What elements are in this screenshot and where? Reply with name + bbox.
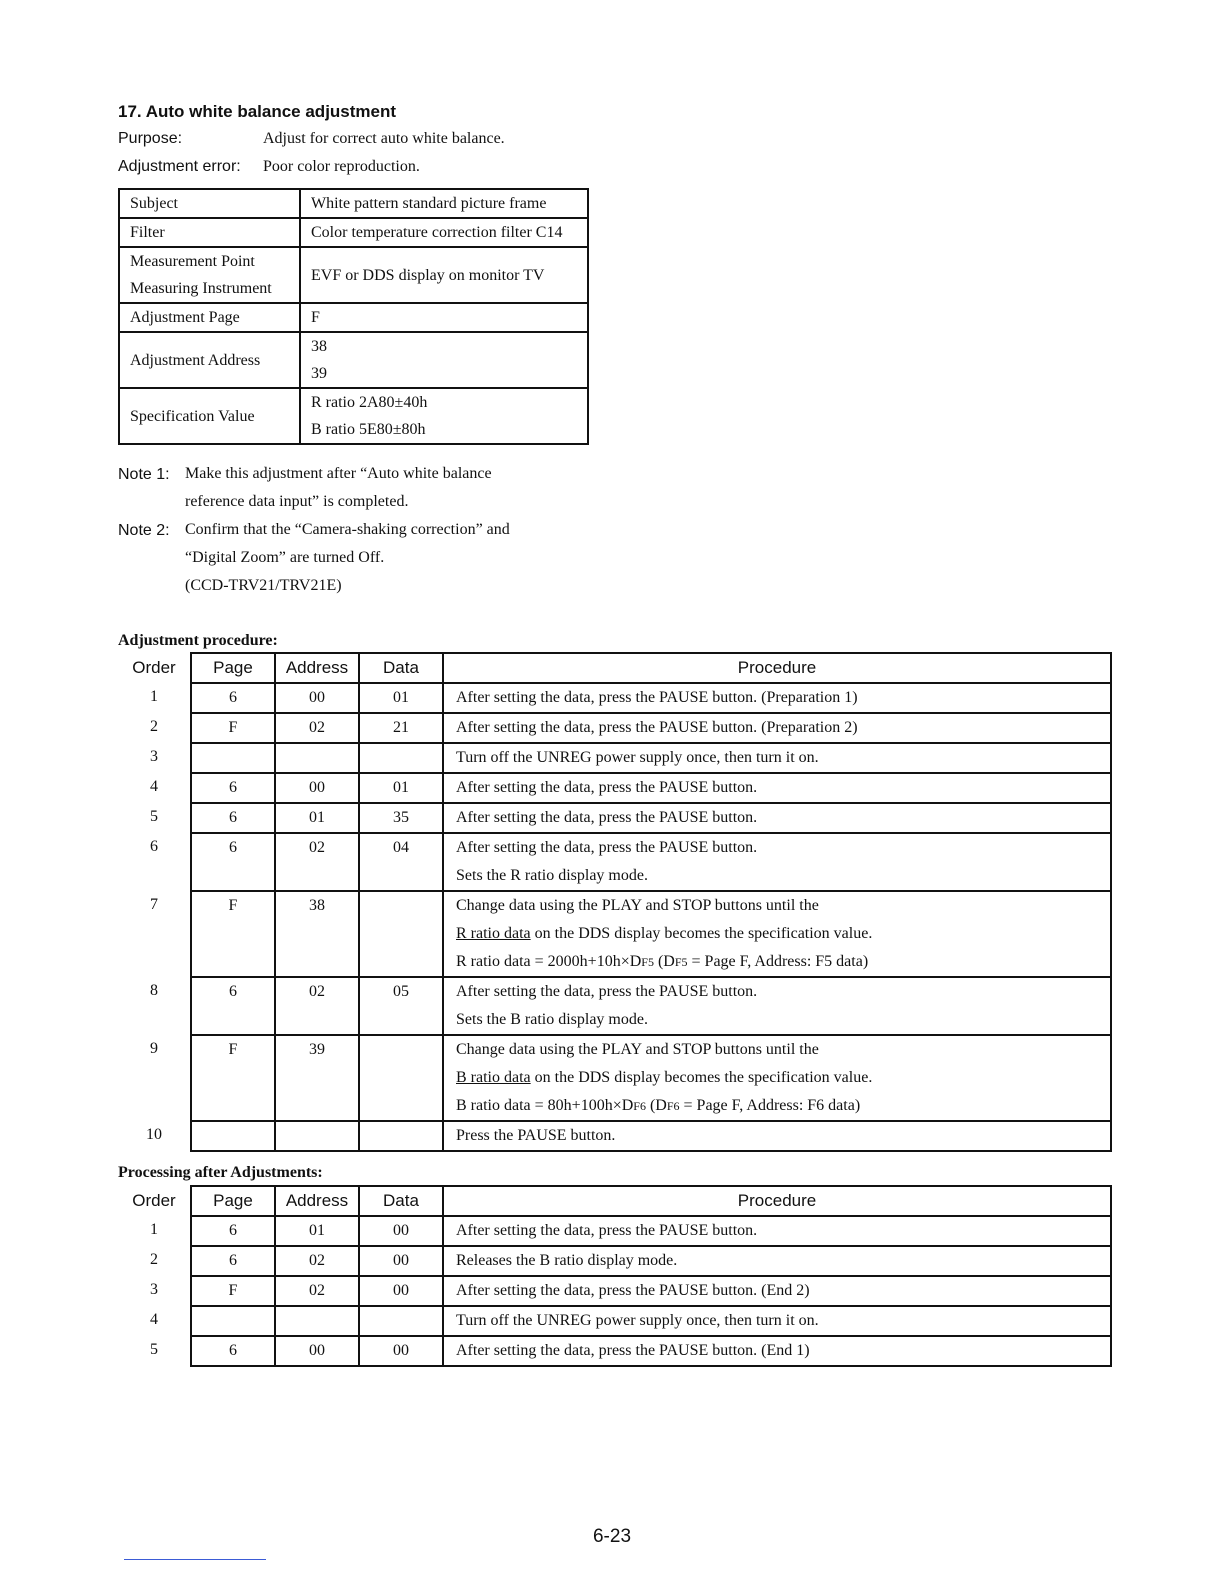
data-cell: 21 <box>393 719 409 736</box>
address-cell: 02 <box>309 839 325 856</box>
page-cell: 6 <box>229 779 237 796</box>
procedure-title: Adjustment procedure: <box>118 632 278 649</box>
spec-row-specification <box>119 388 588 444</box>
formula-subscript: F6 <box>633 1099 646 1113</box>
table-row <box>118 713 1111 743</box>
adjustment-error-label: Adjustment error: <box>118 158 241 175</box>
data-cell <box>360 1036 442 1064</box>
order-cell: 4 <box>150 1311 158 1328</box>
data-cell: 00 <box>393 1222 409 1239</box>
adjustment-page-value: F <box>311 309 320 326</box>
data-cell: 00 <box>393 1252 409 1269</box>
procedure-cell: Change data using the PLAY and STOP buttons until the <box>456 1041 819 1058</box>
adjustment-error-value: Poor color reproduction. <box>263 158 420 175</box>
page-cell: 6 <box>229 839 237 856</box>
formula-text: (D <box>645 1097 667 1114</box>
order-cell: 2 <box>150 718 158 735</box>
note-1-line: Make this adjustment after “Auto white balance <box>185 465 492 482</box>
table-row <box>118 833 1111 891</box>
page-cell: 6 <box>229 689 237 706</box>
page-cell <box>192 1122 274 1150</box>
data-cell: 05 <box>393 983 409 1000</box>
purpose-value: Adjust for correct auto white balance. <box>263 130 505 147</box>
order-cell: 1 <box>150 688 158 705</box>
table-row <box>118 773 1111 803</box>
address-cell <box>276 744 358 772</box>
address-cell: 02 <box>309 1252 325 1269</box>
formula-text: (D <box>653 953 675 970</box>
order-cell: 4 <box>150 778 158 795</box>
note-2-line: Confirm that the “Camera-shaking correction” and <box>185 521 510 538</box>
page-cell: F <box>228 897 238 914</box>
spec-row-measurement <box>119 247 588 303</box>
table-row <box>118 803 1111 833</box>
filter-value: Color temperature correction filter C14 <box>311 224 563 241</box>
data-cell: 00 <box>393 1282 409 1299</box>
procedure-cell: Turn off the UNREG power supply once, then turn it on. <box>456 749 819 766</box>
header-address: Address <box>275 653 359 683</box>
procedure-cell: After setting the data, press the PAUSE button. <box>456 839 758 856</box>
specification-label: Specification Value <box>130 407 255 425</box>
data-cell: 00 <box>393 1342 409 1359</box>
address-cell: 00 <box>309 779 325 796</box>
procedure-table <box>118 652 1112 1152</box>
table-row <box>118 1121 1111 1151</box>
data-cell <box>360 1122 442 1150</box>
procedure-cell: After setting the data, press the PAUSE button. <box>456 809 758 826</box>
subject-value: White pattern standard picture frame <box>311 195 547 212</box>
r-ratio-data-underlined: R ratio data <box>456 925 531 942</box>
address-cell: 01 <box>309 809 325 826</box>
data-cell: 01 <box>393 689 409 706</box>
header-procedure: Procedure <box>443 653 1111 683</box>
procedure-cell: After setting the data, press the PAUSE button. (End 2) <box>456 1282 810 1299</box>
header-data: Data <box>359 653 443 683</box>
header-address: Address <box>275 1186 359 1216</box>
measuring-instrument-label: Measuring Instrument <box>130 280 272 297</box>
formula-text: R ratio data = 2000h+10h×D <box>456 953 642 970</box>
header-data: Data <box>359 1186 443 1216</box>
procedure-cell-text: on the DDS display becomes the specification value. <box>530 925 873 942</box>
note-1-text <box>185 460 492 516</box>
section-title: 17. Auto white balance adjustment <box>118 102 397 121</box>
data-cell <box>360 744 442 772</box>
note-2-label: Note 2: <box>118 522 170 539</box>
order-cell: 10 <box>146 1126 162 1143</box>
formula-subscript: F5 <box>674 955 688 969</box>
spec-row-subject <box>119 189 588 218</box>
procedure-cell-line2: Sets the R ratio display mode. <box>456 867 648 884</box>
table-row <box>118 1035 1111 1121</box>
procedure-cell: Releases the B ratio display mode. <box>456 1252 678 1269</box>
table-row <box>118 1216 1111 1246</box>
data-cell: 04 <box>393 839 409 856</box>
procedure-cell-line2: Sets the B ratio display mode. <box>456 1011 648 1028</box>
order-cell: 8 <box>150 982 158 999</box>
spec-row-page <box>119 303 588 332</box>
procedure-cell-text: on the DDS display becomes the specification value. <box>530 1069 873 1086</box>
table-row <box>118 1306 1111 1336</box>
order-cell: 9 <box>150 1040 158 1057</box>
note-2-line: (CCD-TRV21/TRV21E) <box>185 577 342 594</box>
address-cell: 01 <box>309 1222 325 1239</box>
table-row <box>118 1276 1111 1306</box>
adjustment-address-value-1: 38 <box>311 338 327 355</box>
page-cell: 6 <box>229 983 237 1000</box>
table-row <box>118 977 1111 1035</box>
procedure-cell-line3 <box>456 1092 1110 1120</box>
measurement-value: EVF or DDS display on monitor TV <box>311 266 545 284</box>
order-cell: 5 <box>150 808 158 825</box>
address-cell: 38 <box>309 897 325 914</box>
footer-rule <box>124 1559 266 1560</box>
order-cell: 2 <box>150 1251 158 1268</box>
procedure-cell: After setting the data, press the PAUSE button. <box>456 1222 758 1239</box>
processing-header-row <box>118 1186 1111 1216</box>
procedure-cell: After setting the data, press the PAUSE button. <box>456 983 758 1000</box>
procedure-cell: Change data using the PLAY and STOP buttons until the <box>456 897 819 914</box>
page-cell <box>192 744 274 772</box>
procedure-cell-line2 <box>456 1064 1110 1092</box>
procedure-cell-line3 <box>456 948 1110 976</box>
b-ratio-data-underlined: B ratio data <box>456 1069 531 1086</box>
header-order: Order <box>132 658 176 677</box>
subject-label: Subject <box>130 195 178 212</box>
table-row <box>118 891 1111 977</box>
formula-text: = Page F, Address: F6 data) <box>679 1097 861 1114</box>
note-2-line: “Digital Zoom” are turned Off. <box>185 549 385 566</box>
data-cell: 35 <box>393 809 409 826</box>
order-cell: 3 <box>150 1281 158 1298</box>
procedure-cell: After setting the data, press the PAUSE button. (End 1) <box>456 1342 810 1359</box>
page-cell: 6 <box>229 1342 237 1359</box>
spec-row-filter <box>119 218 588 247</box>
formula-subscript: F6 <box>666 1099 680 1113</box>
formula-text: B ratio data = 80h+100h×D <box>456 1097 634 1114</box>
order-cell: 7 <box>150 896 158 913</box>
address-cell <box>276 1307 358 1335</box>
header-page: Page <box>191 653 275 683</box>
adjustment-address-label: Adjustment Address <box>130 351 261 369</box>
header-procedure: Procedure <box>443 1186 1111 1216</box>
procedure-cell: After setting the data, press the PAUSE button. (Preparation 1) <box>456 689 858 706</box>
procedure-header-row <box>118 653 1111 683</box>
page-cell: 6 <box>229 1252 237 1269</box>
data-cell <box>360 892 442 920</box>
procedure-cell-line2 <box>456 920 1110 948</box>
page-cell: 6 <box>229 1222 237 1239</box>
address-cell: 00 <box>309 689 325 706</box>
formula-subscript: F5 <box>641 955 654 969</box>
procedure-cell: Turn off the UNREG power supply once, then turn it on. <box>456 1312 819 1329</box>
adjustment-page-label: Adjustment Page <box>130 309 240 326</box>
adjustment-address-value-2: 39 <box>311 365 327 382</box>
spec-row-address <box>119 332 588 388</box>
processing-table <box>118 1185 1112 1367</box>
table-row <box>118 683 1111 713</box>
purpose-label: Purpose: <box>118 130 183 147</box>
page-cell: F <box>228 1282 238 1299</box>
address-cell: 02 <box>309 719 325 736</box>
measurement-point-label: Measurement Point <box>130 253 255 270</box>
header-order: Order <box>132 1191 176 1210</box>
table-row <box>118 1246 1111 1276</box>
header-page: Page <box>191 1186 275 1216</box>
table-row <box>118 743 1111 773</box>
table-row <box>118 1336 1111 1366</box>
page-cell: F <box>228 719 238 736</box>
order-cell: 1 <box>150 1221 158 1238</box>
address-cell <box>276 1122 358 1150</box>
formula-text: = Page F, Address: F5 data) <box>687 953 869 970</box>
data-cell <box>360 1307 442 1335</box>
specification-value-1: R ratio 2A80±40h <box>311 394 428 411</box>
note-2-text <box>185 516 510 600</box>
page-cell: F <box>228 1041 238 1058</box>
filter-label: Filter <box>130 224 165 241</box>
order-cell: 5 <box>150 1341 158 1358</box>
procedure-cell: After setting the data, press the PAUSE button. <box>456 779 758 796</box>
order-cell: 3 <box>150 748 158 765</box>
page-number: 6-23 <box>592 1526 632 1547</box>
address-cell: 39 <box>309 1041 325 1058</box>
page-cell: 6 <box>229 809 237 826</box>
address-cell: 02 <box>309 1282 325 1299</box>
page-cell <box>192 1307 274 1335</box>
note-1-label: Note 1: <box>118 466 170 483</box>
address-cell: 00 <box>309 1342 325 1359</box>
processing-title: Processing after Adjustments: <box>118 1164 323 1181</box>
note-1-line: reference data input” is completed. <box>185 493 409 510</box>
procedure-cell: After setting the data, press the PAUSE button. (Preparation 2) <box>456 719 858 736</box>
procedure-cell: Press the PAUSE button. <box>456 1127 616 1144</box>
data-cell: 01 <box>393 779 409 796</box>
order-cell: 6 <box>150 838 158 855</box>
address-cell: 02 <box>309 983 325 1000</box>
spec-table <box>118 188 589 445</box>
specification-value-2: B ratio 5E80±80h <box>311 421 426 438</box>
